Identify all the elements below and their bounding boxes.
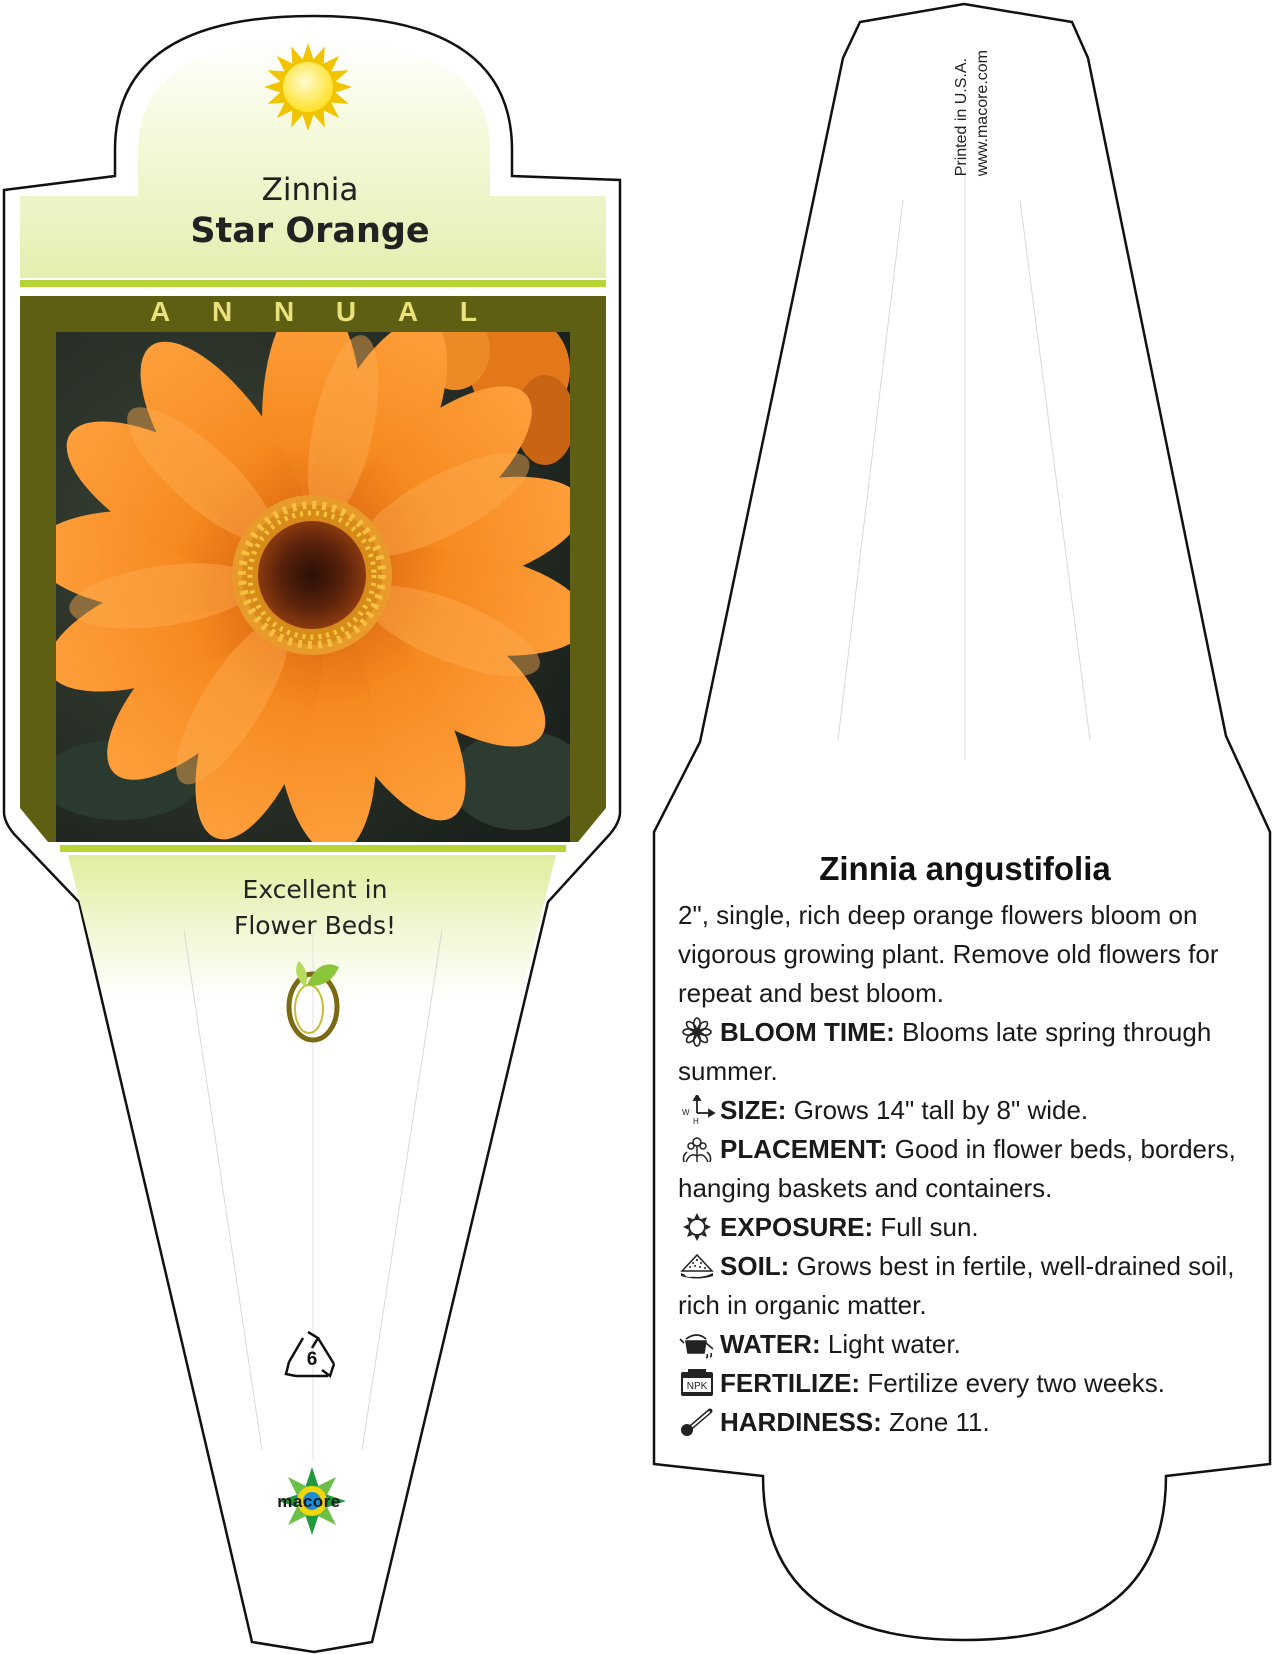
- attribute-value: Good in flower beds, borders, hanging baskets and containers.: [678, 1134, 1236, 1203]
- attribute-label: FERTILIZE:: [720, 1368, 861, 1398]
- attribute-label: SIZE:: [720, 1095, 787, 1125]
- recycle-code: 6: [306, 1349, 318, 1370]
- flower-icon: [678, 1017, 716, 1047]
- category-letter: U: [335, 296, 360, 327]
- watering-can-icon: [678, 1329, 716, 1359]
- attribute-value: Light water.: [827, 1329, 961, 1359]
- category-letter: N: [211, 296, 236, 327]
- attribute-soil: [678, 1247, 1252, 1325]
- attribute-hardiness: [678, 1403, 1252, 1442]
- npk-icon: [678, 1368, 716, 1398]
- attribute-exposure: [678, 1208, 1252, 1247]
- attribute-label: EXPOSURE:: [720, 1212, 874, 1242]
- tagline: [150, 872, 480, 944]
- common-name: Zinnia: [261, 172, 359, 208]
- cultivar-name: Star Orange: [190, 211, 430, 251]
- plant-description: 2", single, rich deep orange flowers bloom on vigorous growing plant. Remove old flowers for repeat and best bloom.: [678, 900, 1219, 1008]
- attribute-bloom-time: [678, 1013, 1252, 1091]
- svg-text:H: H: [693, 1117, 699, 1125]
- category-letter: N: [273, 296, 298, 327]
- attribute-fertilize: [678, 1364, 1252, 1403]
- plant-category: [150, 296, 480, 328]
- attribute-label: SOIL:: [720, 1251, 790, 1281]
- full-sun-icon: [264, 43, 352, 131]
- flower-photo: [29, 295, 597, 858]
- attribute-value: Zone 11.: [889, 1407, 990, 1437]
- attribute-label: BLOOM TIME:: [720, 1017, 895, 1047]
- website: www.macore.com: [974, 50, 991, 177]
- attribute-size: [678, 1091, 1252, 1130]
- attribute-water: [678, 1325, 1252, 1364]
- category-letter: L: [459, 296, 480, 327]
- soil-icon: [678, 1251, 716, 1281]
- tagline-line: Excellent in: [242, 875, 388, 904]
- size-icon: [678, 1095, 716, 1125]
- tagline-line: Flower Beds!: [233, 911, 397, 940]
- attribute-value: Fertilize every two weeks.: [867, 1368, 1165, 1398]
- category-letter: A: [150, 296, 174, 327]
- printed-in: Printed in U.S.A.: [953, 58, 970, 177]
- attribute-value: Grows 14" tall by 8" wide.: [793, 1095, 1089, 1125]
- thermometer-icon: [678, 1407, 716, 1437]
- attribute-placement: [678, 1130, 1252, 1208]
- attribute-label: PLACEMENT:: [720, 1134, 888, 1164]
- sun-icon: [678, 1212, 716, 1242]
- placement-icon: [678, 1134, 716, 1164]
- attribute-value: Grows best in fertile, well-drained soil, rich in organic matter.: [678, 1251, 1235, 1320]
- attribute-value: Blooms late spring through summer.: [678, 1017, 1212, 1086]
- npk-text: NPK: [686, 1381, 708, 1392]
- category-letter: A: [397, 296, 422, 327]
- svg-text:W: W: [682, 1108, 690, 1117]
- care-info: [678, 896, 1252, 1442]
- attribute-label: WATER:: [720, 1329, 821, 1359]
- botanical-name: Zinnia angustifolia: [819, 850, 1111, 887]
- attribute-label: HARDINESS:: [720, 1407, 882, 1437]
- brand-name: macore: [277, 1492, 341, 1511]
- attribute-value: Full sun.: [880, 1212, 979, 1242]
